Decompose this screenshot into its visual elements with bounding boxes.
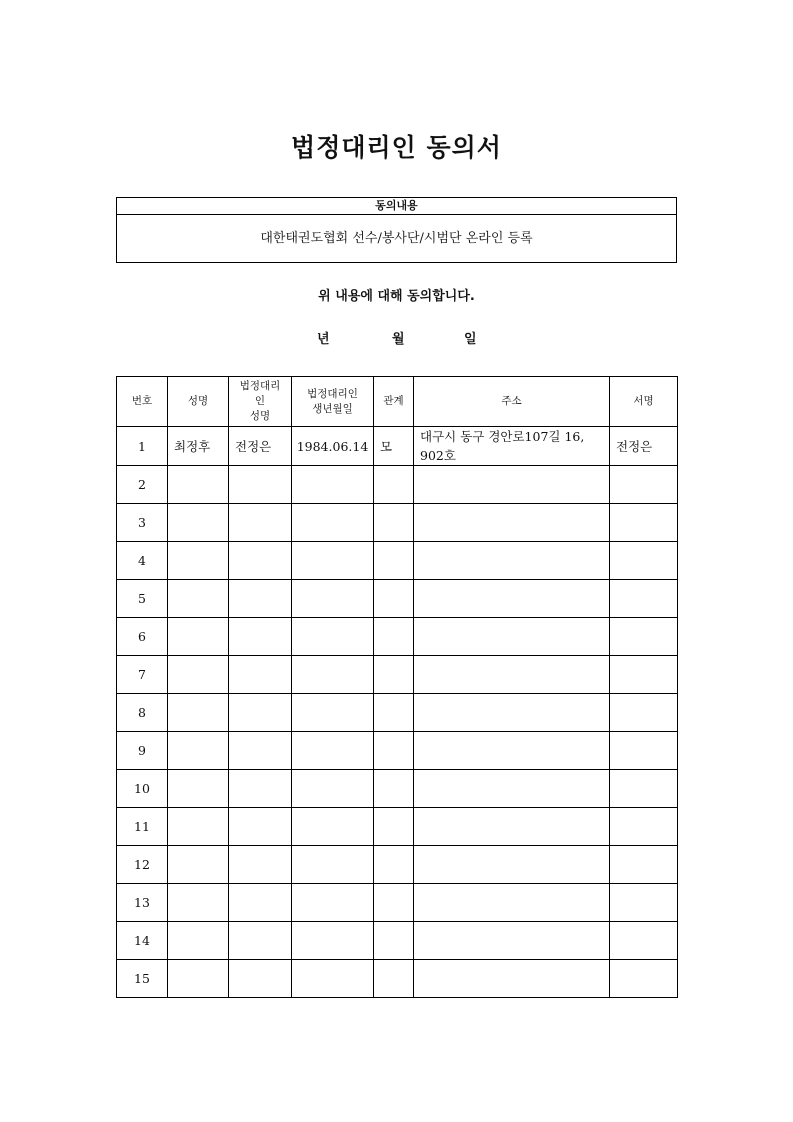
header-no: 번호: [117, 377, 168, 427]
row-guardian-birth[interactable]: [292, 808, 374, 846]
row-number: 14: [117, 922, 168, 960]
row-relation[interactable]: 모: [374, 427, 414, 466]
row-relation[interactable]: [374, 504, 414, 542]
table-row: [117, 504, 678, 542]
row-signature[interactable]: [610, 694, 678, 732]
table-row: [117, 466, 678, 504]
row-signature[interactable]: [610, 884, 678, 922]
row-number: 8: [117, 694, 168, 732]
row-relation[interactable]: [374, 922, 414, 960]
row-relation[interactable]: [374, 466, 414, 504]
row-number: 3: [117, 504, 168, 542]
row-address[interactable]: [414, 846, 610, 884]
row-name[interactable]: [168, 656, 229, 694]
table-row: [117, 656, 678, 694]
row-guardian-birth[interactable]: 1984.06.14: [292, 427, 374, 466]
row-number: 10: [117, 770, 168, 808]
table-row: [117, 770, 678, 808]
row-number: 5: [117, 580, 168, 618]
row-address-line1: 대구시 동구 경안로107길 16,: [420, 429, 585, 444]
date-month-label: 월: [392, 332, 405, 347]
row-relation[interactable]: [374, 808, 414, 846]
row-number: 9: [117, 732, 168, 770]
table-row: [117, 960, 678, 998]
row-guardian-birth[interactable]: [292, 504, 374, 542]
row-name[interactable]: [168, 466, 229, 504]
row-guardian-name[interactable]: [229, 846, 292, 884]
header-guardian-name: [229, 377, 292, 427]
row-guardian-name[interactable]: [229, 884, 292, 922]
row-guardian-name[interactable]: [229, 656, 292, 694]
row-signature[interactable]: [610, 808, 678, 846]
row-number: 1: [117, 427, 168, 466]
table-row: [117, 922, 678, 960]
row-address[interactable]: [414, 542, 610, 580]
header-guardian-birth-line1: 법정대리인: [307, 387, 358, 400]
row-address[interactable]: [414, 694, 610, 732]
row-guardian-birth[interactable]: [292, 732, 374, 770]
row-address[interactable]: [414, 922, 610, 960]
row-name[interactable]: [168, 732, 229, 770]
row-signature[interactable]: [610, 656, 678, 694]
row-name[interactable]: [168, 770, 229, 808]
row-address[interactable]: [414, 427, 610, 466]
row-address[interactable]: [414, 808, 610, 846]
row-name[interactable]: [168, 884, 229, 922]
row-relation[interactable]: [374, 884, 414, 922]
row-name[interactable]: [168, 694, 229, 732]
table-header-row: [117, 377, 678, 427]
row-relation[interactable]: [374, 846, 414, 884]
row-address[interactable]: [414, 466, 610, 504]
row-guardian-birth[interactable]: [292, 960, 374, 998]
row-name[interactable]: [168, 960, 229, 998]
row-name[interactable]: [168, 846, 229, 884]
row-signature[interactable]: [610, 770, 678, 808]
row-relation[interactable]: [374, 580, 414, 618]
row-guardian-birth[interactable]: [292, 580, 374, 618]
row-address[interactable]: [414, 504, 610, 542]
row-guardian-birth[interactable]: [292, 884, 374, 922]
row-address[interactable]: [414, 732, 610, 770]
row-signature[interactable]: [610, 960, 678, 998]
row-guardian-name[interactable]: [229, 922, 292, 960]
row-guardian-name[interactable]: [229, 466, 292, 504]
row-name[interactable]: [168, 580, 229, 618]
row-number: 2: [117, 466, 168, 504]
header-guardian-name-line1: 법정대리: [239, 380, 281, 392]
row-signature[interactable]: [610, 922, 678, 960]
row-signature[interactable]: 전정은: [610, 427, 678, 466]
row-guardian-birth[interactable]: [292, 542, 374, 580]
row-signature[interactable]: [610, 504, 678, 542]
row-signature[interactable]: [610, 466, 678, 504]
table-row: [117, 808, 678, 846]
row-name[interactable]: 최정후: [168, 427, 229, 466]
row-address[interactable]: [414, 580, 610, 618]
row-address[interactable]: [414, 960, 610, 998]
table-row: [117, 618, 678, 656]
row-number: 6: [117, 618, 168, 656]
agreement-statement: 위 내용에 대해 동의합니다.: [318, 289, 475, 304]
header-signature: 서명: [610, 377, 678, 427]
row-guardian-birth[interactable]: [292, 770, 374, 808]
row-guardian-birth[interactable]: [292, 656, 374, 694]
consent-box: [116, 197, 677, 263]
table-row: [117, 580, 678, 618]
row-guardian-birth[interactable]: [292, 846, 374, 884]
row-guardian-birth[interactable]: [292, 922, 374, 960]
row-guardian-name[interactable]: [229, 732, 292, 770]
header-address: 주소: [414, 377, 610, 427]
row-guardian-name[interactable]: [229, 580, 292, 618]
row-relation[interactable]: [374, 694, 414, 732]
row-name[interactable]: [168, 542, 229, 580]
row-name[interactable]: [168, 618, 229, 656]
consent-content: 대한태권도협회 선수/봉사단/시범단 온라인 등록: [260, 231, 533, 246]
row-address-line2: 902호: [420, 448, 456, 463]
header-guardian-name-line2: 인: [254, 395, 266, 407]
header-relation: 관계: [374, 377, 414, 427]
row-relation[interactable]: [374, 542, 414, 580]
row-guardian-name[interactable]: [229, 542, 292, 580]
row-relation[interactable]: [374, 618, 414, 656]
row-signature[interactable]: [610, 618, 678, 656]
header-name: 성명: [168, 377, 229, 427]
row-number: 4: [117, 542, 168, 580]
row-guardian-name[interactable]: [229, 694, 292, 732]
row-guardian-birth[interactable]: [292, 466, 374, 504]
row-name[interactable]: [168, 504, 229, 542]
table-row: [117, 542, 678, 580]
row-relation[interactable]: [374, 770, 414, 808]
row-number: 11: [117, 808, 168, 846]
row-relation[interactable]: [374, 656, 414, 694]
row-number: 15: [117, 960, 168, 998]
consent-header: 동의내용: [117, 198, 676, 215]
row-guardian-birth[interactable]: [292, 694, 374, 732]
header-guardian-birth-line2: 생년월일: [312, 402, 353, 415]
row-name[interactable]: [168, 922, 229, 960]
header-guardian-name-line3: 성명: [249, 410, 271, 422]
row-number: 7: [117, 656, 168, 694]
table-row: [117, 427, 678, 466]
row-address[interactable]: [414, 618, 610, 656]
row-relation[interactable]: [374, 960, 414, 998]
row-signature[interactable]: [610, 542, 678, 580]
row-guardian-name[interactable]: 전정은: [229, 427, 292, 466]
table-row: [117, 884, 678, 922]
date-day-label: 일: [464, 332, 477, 347]
row-address[interactable]: [414, 884, 610, 922]
row-address[interactable]: [414, 770, 610, 808]
row-number: 13: [117, 884, 168, 922]
date-year-label: 년: [317, 332, 330, 347]
row-guardian-name[interactable]: [229, 808, 292, 846]
row-guardian-name[interactable]: [229, 960, 292, 998]
row-guardian-name[interactable]: [229, 618, 292, 656]
row-signature[interactable]: [610, 732, 678, 770]
row-signature[interactable]: [610, 846, 678, 884]
document-title: 법정대리인 동의서: [291, 133, 502, 162]
guardian-consent-table: [116, 376, 678, 998]
row-guardian-name[interactable]: [229, 504, 292, 542]
table-row: [117, 846, 678, 884]
table-row: [117, 732, 678, 770]
table-row: [117, 694, 678, 732]
row-number: 12: [117, 846, 168, 884]
row-guardian-birth[interactable]: [292, 618, 374, 656]
row-address[interactable]: [414, 656, 610, 694]
row-name[interactable]: [168, 808, 229, 846]
header-guardian-birth: [292, 377, 374, 427]
row-signature[interactable]: [610, 580, 678, 618]
row-guardian-name[interactable]: [229, 770, 292, 808]
row-relation[interactable]: [374, 732, 414, 770]
